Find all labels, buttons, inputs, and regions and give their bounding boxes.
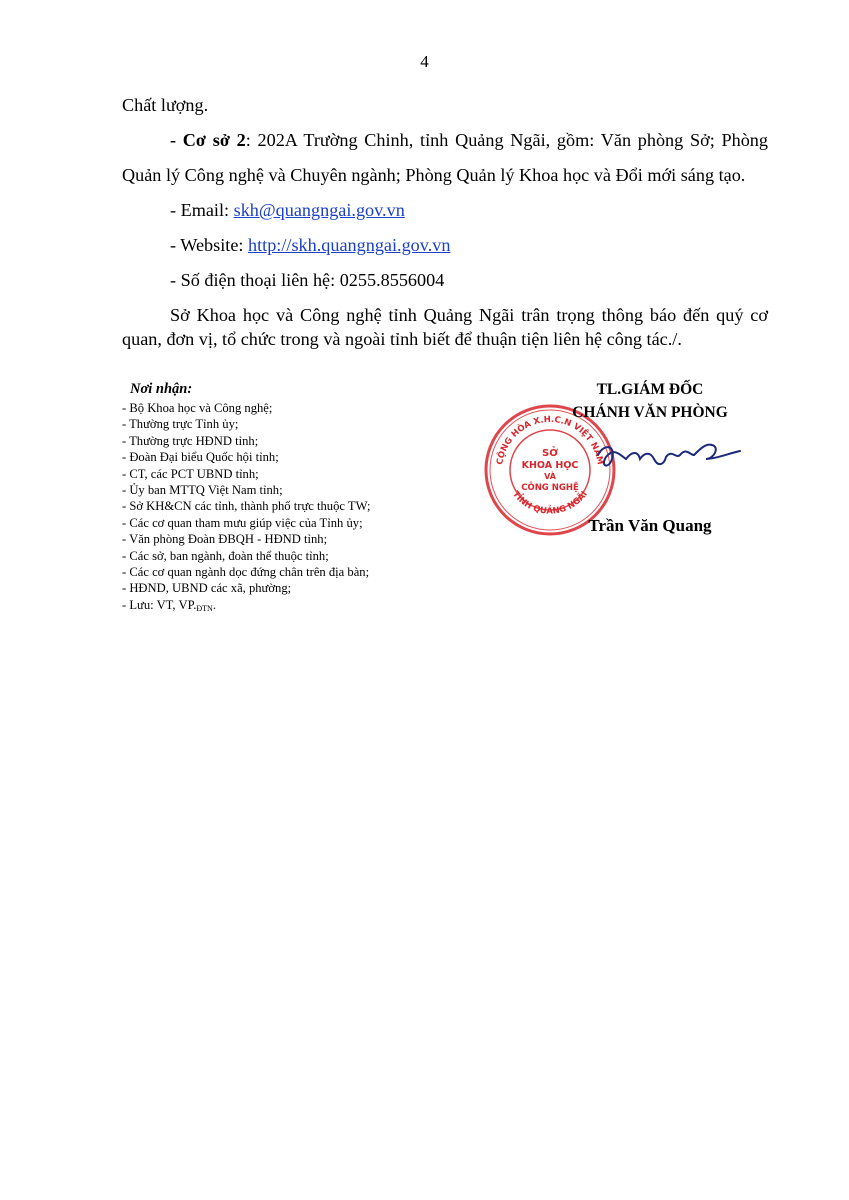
paragraph-email xyxy=(122,193,768,228)
svg-text:CỘNG HÒA X.H.C.N VIỆT NAM: CỘNG HÒA X.H.C.N VIỆT NAM xyxy=(495,414,605,466)
facility-2-text: : 202A Trường Chinh, tỉnh Quảng Ngãi, gồm: Văn phòng Sở; Phòng Quản lý Công nghệ và Chuyên ngành; Phòng Quản lý Khoa học và Đổi mới sáng tạo. xyxy=(122,130,768,185)
paragraph-phone: - Số điện thoại liên hệ: 0255.8556004 xyxy=(170,270,445,290)
paragraph-quality: Chất lượng. xyxy=(122,95,209,115)
svg-text:KHOA HỌC: KHOA HỌC xyxy=(521,460,579,471)
recipient-item: - Bộ Khoa học và Công nghệ; xyxy=(122,401,273,415)
svg-text:TỈNH QUẢNG NGÃI: TỈNH QUẢNG NGÃI xyxy=(510,489,590,517)
recipient-item: - HĐND, UBND các xã, phường; xyxy=(122,581,292,596)
recipient-item: - Thường trực HĐND tỉnh; xyxy=(122,433,259,448)
recipients-title: Nơi nhận: xyxy=(130,381,193,397)
recipient-item: - Đoàn Đại biểu Quốc hội tỉnh; xyxy=(122,450,279,465)
archive-end: . xyxy=(212,597,216,612)
facility-2-label: - Cơ sở 2 xyxy=(170,130,246,150)
email-link[interactable]: skh@quangngai.gov.vn xyxy=(233,200,405,220)
recipient-item: - Các cơ quan ngành dọc đứng chân trên địa bàn; xyxy=(122,565,370,580)
svg-text:VÀ: VÀ xyxy=(544,472,556,481)
paragraph-facility-2 xyxy=(122,123,768,193)
recipient-item: - Thường trực Tỉnh ủy; xyxy=(122,417,239,432)
svg-text:CÔNG NGHỆ: CÔNG NGHỆ xyxy=(521,483,579,493)
svg-text:SỞ: SỞ xyxy=(542,448,558,459)
recipient-item: - Các cơ quan tham mưu giúp việc của Tỉnh ủy; xyxy=(122,515,363,530)
signature-title-1: TL.GIÁM ĐỐC xyxy=(596,381,704,398)
recipients-block xyxy=(122,380,482,617)
recipient-item: - Các sở, ban ngành, đoàn thể thuộc tỉnh; xyxy=(122,548,329,563)
signature-block xyxy=(530,378,770,424)
recipient-item: - Ủy ban MTTQ Việt Nam tỉnh; xyxy=(122,483,283,498)
recipient-item: - Sở KH&CN các tỉnh, thành phố trực thuộc TW; xyxy=(122,499,371,514)
website-link[interactable]: http://skh.quangngai.gov.vn xyxy=(248,235,451,255)
handwritten-signature-icon xyxy=(590,425,750,485)
email-label: - Email: xyxy=(170,200,234,220)
archive-sub: ĐTN xyxy=(196,603,213,613)
signer-name: Trần Văn Quang xyxy=(588,516,712,535)
document-body xyxy=(122,88,768,351)
signature-title-2: CHÁNH VĂN PHÒNG xyxy=(572,404,728,421)
recipient-item: - Văn phòng Đoàn ĐBQH - HĐND tỉnh; xyxy=(122,532,328,547)
recipient-item-archive xyxy=(122,597,482,617)
archive-text: - Lưu: VT, VP. xyxy=(122,597,197,612)
page-number: 4 xyxy=(420,52,429,71)
paragraph-website xyxy=(122,228,768,263)
recipients-list xyxy=(122,400,482,617)
website-label: - Website: xyxy=(170,235,249,255)
paragraph-closing: Sở Khoa học và Công nghệ tỉnh Quảng Ngãi trân trọng thông báo đến quý cơ quan, đơn vị, tổ chức trong và ngoài tỉnh biết để thuận tiện liên hệ công tác./. xyxy=(122,305,768,349)
recipient-item: - CT, các PCT UBND tỉnh; xyxy=(122,466,259,481)
